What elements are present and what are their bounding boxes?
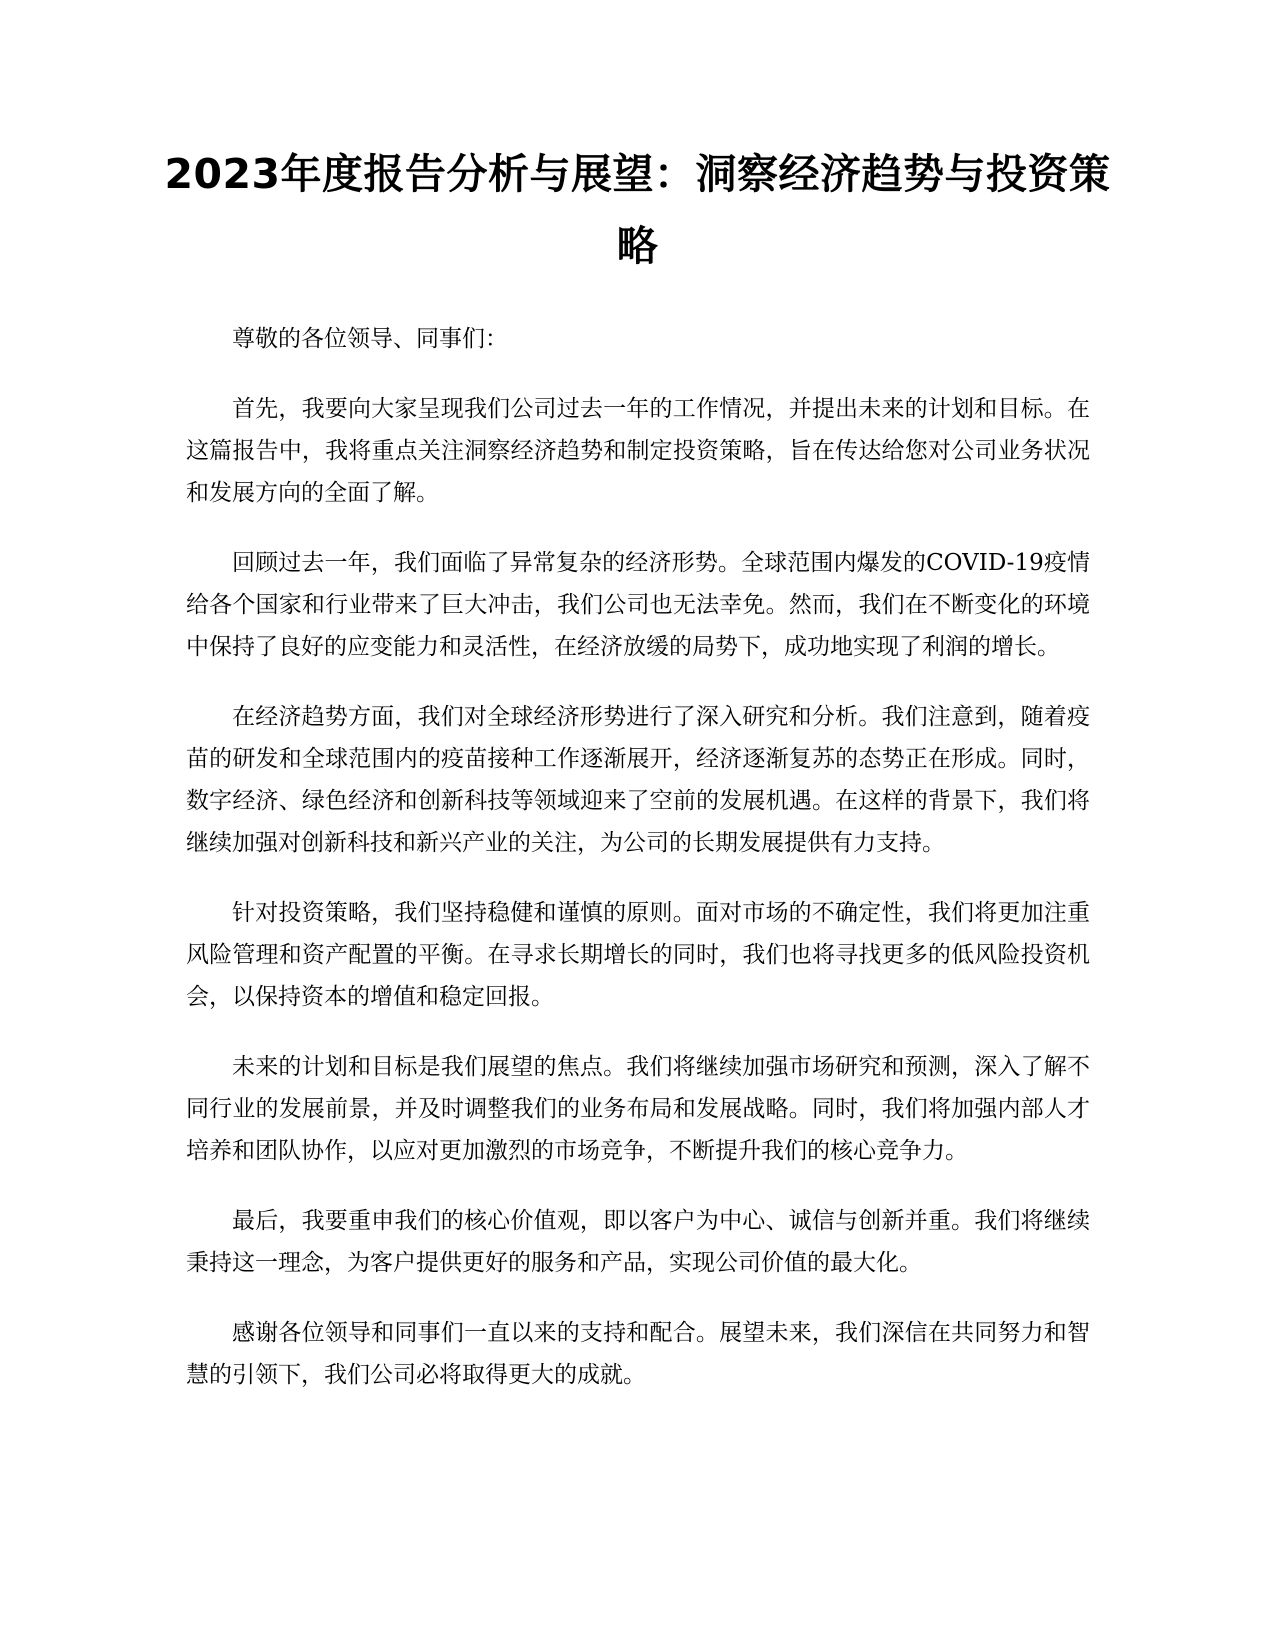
document-title: 2023年度报告分析与展望：洞察经济趋势与投资策略	[164, 150, 1111, 270]
paragraph-core-values: 最后，我要重申我们的核心价值观，即以客户为中心、诚信与创新并重。我们将继续秉持这一理念，为客户提供更好的服务和产品，实现公司价值的最大化。	[186, 1208, 1090, 1276]
paragraph-salutation: 尊敬的各位领导、同事们：	[232, 326, 508, 352]
paragraph-future-plans: 未来的计划和目标是我们展望的焦点。我们将继续加强市场研究和预测，深入了解不同行业的发展前景，并及时调整我们的业务布局和发展战略。同时，我们将加强内部人才培养和团队协作，以应对更加激烈的市场竞争，不断提升我们的核心竞争力。	[186, 1054, 1090, 1164]
paragraph-review: 回顾过去一年，我们面临了异常复杂的经济形势。全球范围内爆发的COVID-19疫情给各个国家和行业带来了巨大冲击，我们公司也无法幸免。然而，我们在不断变化的环境中保持了良好的应变能力和灵活性，在经济放缓的局势下，成功地实现了利润的增长。	[186, 550, 1090, 660]
paragraph-closing: 感谢各位领导和同事们一直以来的支持和配合。展望未来，我们深信在共同努力和智慧的引领下，我们公司必将取得更大的成就。	[186, 1320, 1090, 1388]
paragraph-introduction: 首先，我要向大家呈现我们公司过去一年的工作情况，并提出未来的计划和目标。在这篇报告中，我将重点关注洞察经济趋势和制定投资策略，旨在传达给您对公司业务状况和发展方向的全面了解。	[186, 396, 1090, 506]
document-body	[186, 318, 1090, 1424]
paragraph-economic-trends: 在经济趋势方面，我们对全球经济形势进行了深入研究和分析。我们注意到，随着疫苗的研发和全球范围内的疫苗接种工作逐渐展开，经济逐渐复苏的态势正在形成。同时，数字经济、绿色经济和创新科技等领域迎来了空前的发展机遇。在这样的背景下，我们将继续加强对创新科技和新兴产业的关注，为公司的长期发展提供有力支持。	[186, 704, 1090, 856]
paragraph-investment-strategy: 针对投资策略，我们坚持稳健和谨慎的原则。面对市场的不确定性，我们将更加注重风险管理和资产配置的平衡。在寻求长期增长的同时，我们也将寻找更多的低风险投资机会，以保持资本的增值和稳定回报。	[186, 900, 1090, 1010]
